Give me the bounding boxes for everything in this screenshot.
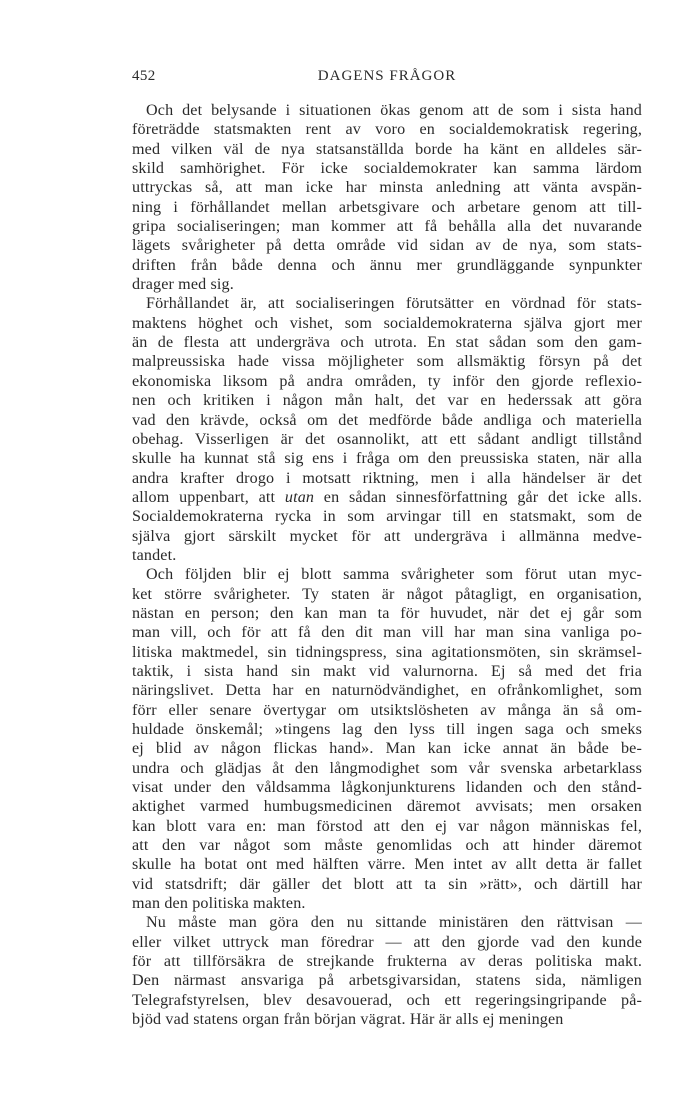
text-line: kan blott vara en: man förstod att den ej var någon människas fel, [132,817,642,835]
text-line: nästan en person; den kan man ta för huvudet, när det ej går som [132,604,642,622]
paragraph [132,913,642,1029]
text-line: undra och glädjas åt den långmodighet som vår svenska arbetarklass [132,759,642,777]
text-line: eller vilket uttryck man föredrar — att den gjorde vad den kunde [132,933,642,951]
text-line: litiska maktmedel, sin tidningspress, sina agitationsmöten, sin skrämsel- [132,643,642,661]
text-line: man vill, och för att få den dit man vill har man sina vanliga po- [132,624,642,642]
text-line: Nu måste man göra den nu sittande ministären den rättvisan — [146,914,642,932]
text-line: drager med sig. [132,276,234,294]
text-line: än de flesta att undergräva och utrota. En stat sådan som den gam- [132,334,642,352]
paragraph [132,101,642,294]
text-line: näringslivet. Detta har en naturnödvändighet, en ofrånkomlighet, som [132,682,642,700]
text-line: själva gjort särskilt mycket för att undergräva i allmänna medve- [132,527,642,545]
text-line: ket större svårigheter. Ty staten är något påtagligt, en organisation, [132,585,642,603]
text-line: Telegrafstyrelsen, blev desavouerad, och ett regeringsingripande på- [132,991,642,1009]
text-line: driften från både denna och ännu mer grundläggande synpunkter [132,256,642,274]
text-line: Den närmast ansvariga på arbetsgivarsidan, statens sida, nämligen [132,972,642,990]
text-line: malpreussiska hade vissa möjligheter som allsmäktig försyn på det [132,353,642,371]
text-line: ning i förhållandet mellan arbetsgivare och arbetare genom att till- [132,198,642,216]
text-line: skild samhörighet. För icke socialdemokrater kan samma lärdom [132,160,642,178]
text-line: huldade önskemål; »tingens lag den lyss till ingen saga och smeks [132,721,642,738]
page-number: 452 [132,68,156,84]
text-line: tandet. [132,546,177,564]
text-line: lägets svårigheter på detta område vid sidan av de nya, som stats- [132,237,642,255]
text-line: maktens höghet och vishet, som socialdemokraterna själva gjort mer [132,314,642,332]
page-header [132,68,642,92]
text-line: förr eller senare övertygar om utsiktslösheten av många än så om- [132,701,642,719]
text-line: gripa socialiseringen; man kommer att få behålla alla det nuvarande [132,218,642,236]
text-line: nen och kritiken i någon mån halt, det var en hederssak att göra [132,392,642,410]
text-line: visat under den våldsamma lågkonjunkturens lidanden och den stånd- [132,779,642,797]
text-line: aktighet varmed humbugsmedicinen däremot avvisats; men orsaken [132,798,642,816]
running-title: DAGENS FRÅGOR [317,68,457,84]
text-line: allom uppenbart, att utan en sådan sinnesförfattning går det icke alls. [132,488,643,506]
text-line: obehag. Visserligen är det osannolikt, att ett sådant andligt tillstånd [132,430,642,448]
text-line: med vilken väl de nya statsanställda borde ha känt en alldeles sär- [132,140,642,158]
text-line: företrädde statsmakten rent av voro en socialdemokratisk regering, [132,121,642,139]
text-line: Socialdemokraterna rycka in som arvingar till en statsmakt, som de [132,508,642,526]
text-line: andra krafter drogo i motsatt riktning, men i alla händelser är det [132,469,642,487]
text-line: ej blid av någon flickas hand». Man kan icke annat än både be- [132,740,642,758]
text-line: Förhållandet är, att socialiseringen förutsätter en vördnad för stats- [146,295,642,313]
text-line: man den politiska makten. [132,895,306,913]
text-line: taktik, i sista hand sin makt vid valurnorna. Ej så med det fria [132,662,642,680]
text-line: Och det belysande i situationen ökas genom att de som i sista hand [146,102,642,119]
text-line: skulle ha botat ont med hälften värre. Men intet av allt detta är fallet [132,856,642,874]
text-line: Och följden blir ej blott samma svårigheter som förut utan myc- [146,566,642,584]
text-line: bjöd vad statens organ från början vägrat. Här är alls ej meningen [132,1011,564,1029]
text-line: för att tillförsäkra de strejkande frukterna av deras politiska makt. [132,953,642,971]
paragraph [132,294,642,565]
text-line: att den var något som måste genomlidas och att hinder däremot [132,837,642,855]
text-line: vid statsdrift; där gäller det blott att ta sin »rätt», och därtill har [132,875,642,893]
paragraph [132,565,642,913]
text-line: ekonomiska liksom på andra områden, ty inför den gjorde reflexio- [132,372,642,390]
text-line: skulle ha kunnat stå sig ens i fråga om den preussiska staten, när alla [132,450,642,468]
text-line: vad den krävde, också om det medförde både andliga och materiella [132,411,642,429]
text-line: uttryckas så, att man icke har minsta anledning att vänta avspän- [132,179,642,197]
body-text [132,101,642,1030]
